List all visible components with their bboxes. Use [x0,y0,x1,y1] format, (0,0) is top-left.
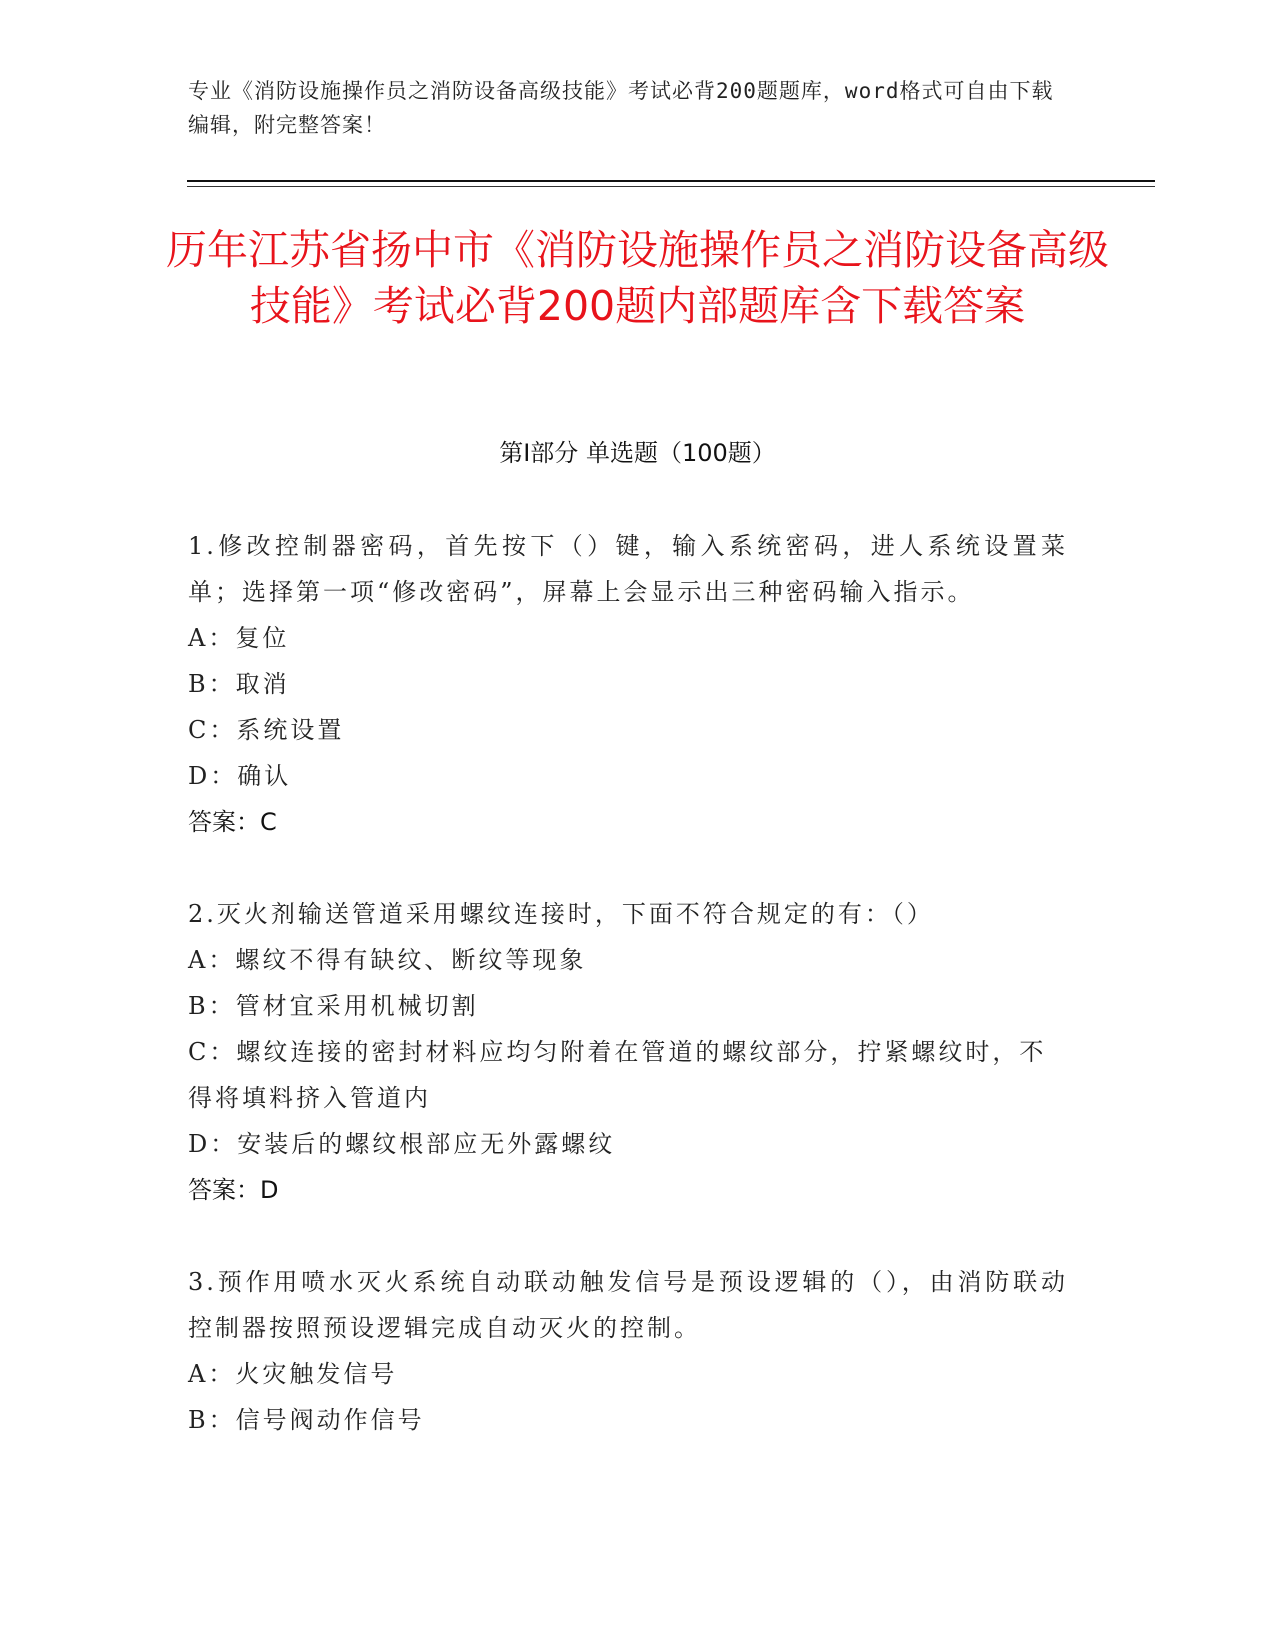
option-b: B：取消 [188,670,290,698]
question-stem: 1.修改控制器密码，首先按下（）键，输入系统密码，进人系统设置菜单；选择第一项“修改密码”，屏幕上会显示出三种密码输入指示。 [188,532,1068,606]
header-divider-thin [187,186,1155,187]
header-divider-thick [187,180,1155,182]
option-c: C：系统设置 [188,716,345,744]
option-b: B：管材宜采用机械切割 [188,992,479,1020]
option-c: C：螺纹连接的密封材料应均匀附着在管道的螺纹部分，拧紧螺纹时，不得将填料挤入管道内 [188,1038,1047,1112]
answer: 答案：C [188,808,277,836]
answer: 答案：D [188,1176,279,1204]
question-stem: 2.灭火剂输送管道采用螺纹连接时，下面不符合规定的有：（） [188,900,934,928]
option-b: B：信号阀动作信号 [188,1406,425,1434]
option-d: D：确认 [188,762,292,790]
question-3 [188,1259,1068,1443]
option-a: A：复位 [188,624,290,652]
option-d: D：安装后的螺纹根部应无外露螺纹 [188,1130,616,1158]
option-a: A：火灾触发信号 [188,1360,398,1388]
header-note: 专业《消防设施操作员之消防设备高级技能》考试必背200题题库，word格式可自由下载编辑，附完整答案！ [188,79,1054,137]
question-1 [188,523,1068,845]
question-list [188,523,1068,1489]
section-title: 第Ⅰ部分 单选题（100题） [499,439,776,467]
question-2 [188,891,1068,1213]
question-stem: 3.预作用喷水灭火系统自动联动触发信号是预设逻辑的（），由消防联动控制器按照预设逻辑完成自动灭火的控制。 [188,1268,1068,1342]
option-a: A：螺纹不得有缺纹、断纹等现象 [188,946,587,974]
document-title: 历年江苏省扬中市《消防设施操作员之消防设备高级技能》考试必背200题内部题库含下载答案 [166,226,1109,330]
